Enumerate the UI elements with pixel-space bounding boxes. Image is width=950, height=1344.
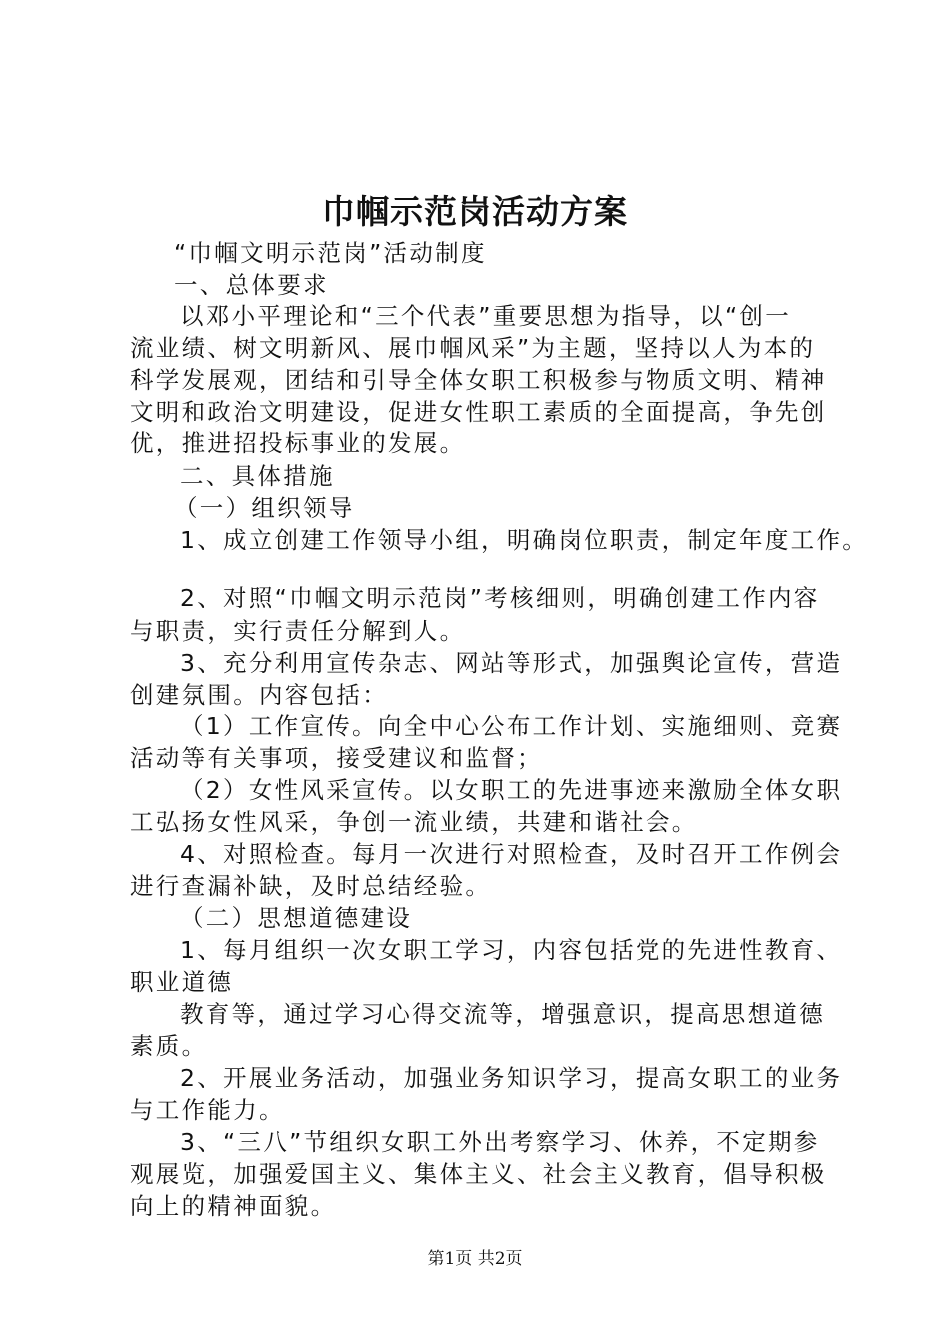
body-line: 科学发展观，团结和引导全体女职工积极参与物质文明、精神 — [130, 366, 827, 394]
body-line: 3、“三八”节组织女职工外出考察学习、休养，不定期参 — [180, 1128, 820, 1156]
body-line: 与职责，实行责任分解到人。 — [130, 617, 466, 645]
body-line: 创建氛围。内容包括： — [130, 681, 388, 709]
body-line: 进行查漏补缺，及时总结经验。 — [130, 872, 492, 900]
body-line: 流业绩、树文明新风、展巾帼风采”为主题，坚持以人为本的 — [130, 334, 816, 362]
body-line: 向上的精神面貌。 — [130, 1192, 337, 1220]
body-line: 文明和政治文明建设，促进女性职工素质的全面提高，争先创 — [130, 398, 827, 426]
body-line: 职业道德 — [130, 968, 234, 996]
body-line: 2、开展业务活动，加强业务知识学习，提高女职工的业务 — [180, 1064, 843, 1092]
body-line: 教育等，通过学习心得交流等，增强意识，提高思想道德 — [180, 1000, 825, 1028]
page-number-footer: 第1页 共2页 — [427, 1249, 523, 1269]
body-line: 优，推进招投标事业的发展。 — [130, 429, 466, 457]
section-heading: 二、具体措施 — [180, 462, 335, 490]
body-line: 工弘扬女性风采，争创一流业绩，共建和谐社会。 — [130, 808, 698, 836]
body-line: 活动等有关事项，接受建议和监督； — [130, 744, 543, 772]
body-line: （2）女性风采宣传。以女职工的先进事迹来激励全体女职 — [180, 776, 843, 804]
body-line: 3、充分利用宣传杂志、网站等形式，加强舆论宣传，营造 — [180, 649, 843, 677]
body-line: 4、对照检查。每月一次进行对照检查，及时召开工作例会 — [180, 840, 843, 868]
body-line: 以邓小平理论和“三个代表”重要思想为指导，以“创一 — [180, 302, 792, 330]
section-heading: 一、总体要求 — [174, 271, 329, 299]
body-line: 素质。 — [130, 1032, 208, 1060]
body-line: 观展览，加强爱国主义、集体主义、社会主义教育，倡导积极 — [130, 1160, 827, 1188]
body-line: 2、对照“巾帼文明示范岗”考核细则，明确创建工作内容 — [180, 584, 820, 612]
body-line: “巾帼文明示范岗”活动制度 — [174, 239, 487, 267]
subsection-heading: （一）组织领导 — [174, 494, 355, 522]
subsection-heading: （二）思想道德建设 — [180, 904, 413, 932]
body-line: 1、每月组织一次女职工学习，内容包括党的先进性教育、 — [180, 936, 843, 964]
document-title: 巾帼示范岗活动方案 — [322, 192, 628, 231]
body-line: 与工作能力。 — [130, 1096, 285, 1124]
body-line: （1）工作宣传。向全中心公布工作计划、实施细则、竞赛 — [180, 712, 843, 740]
body-line: 1、成立创建工作领导小组，明确岗位职责，制定年度工作。 — [180, 526, 869, 554]
